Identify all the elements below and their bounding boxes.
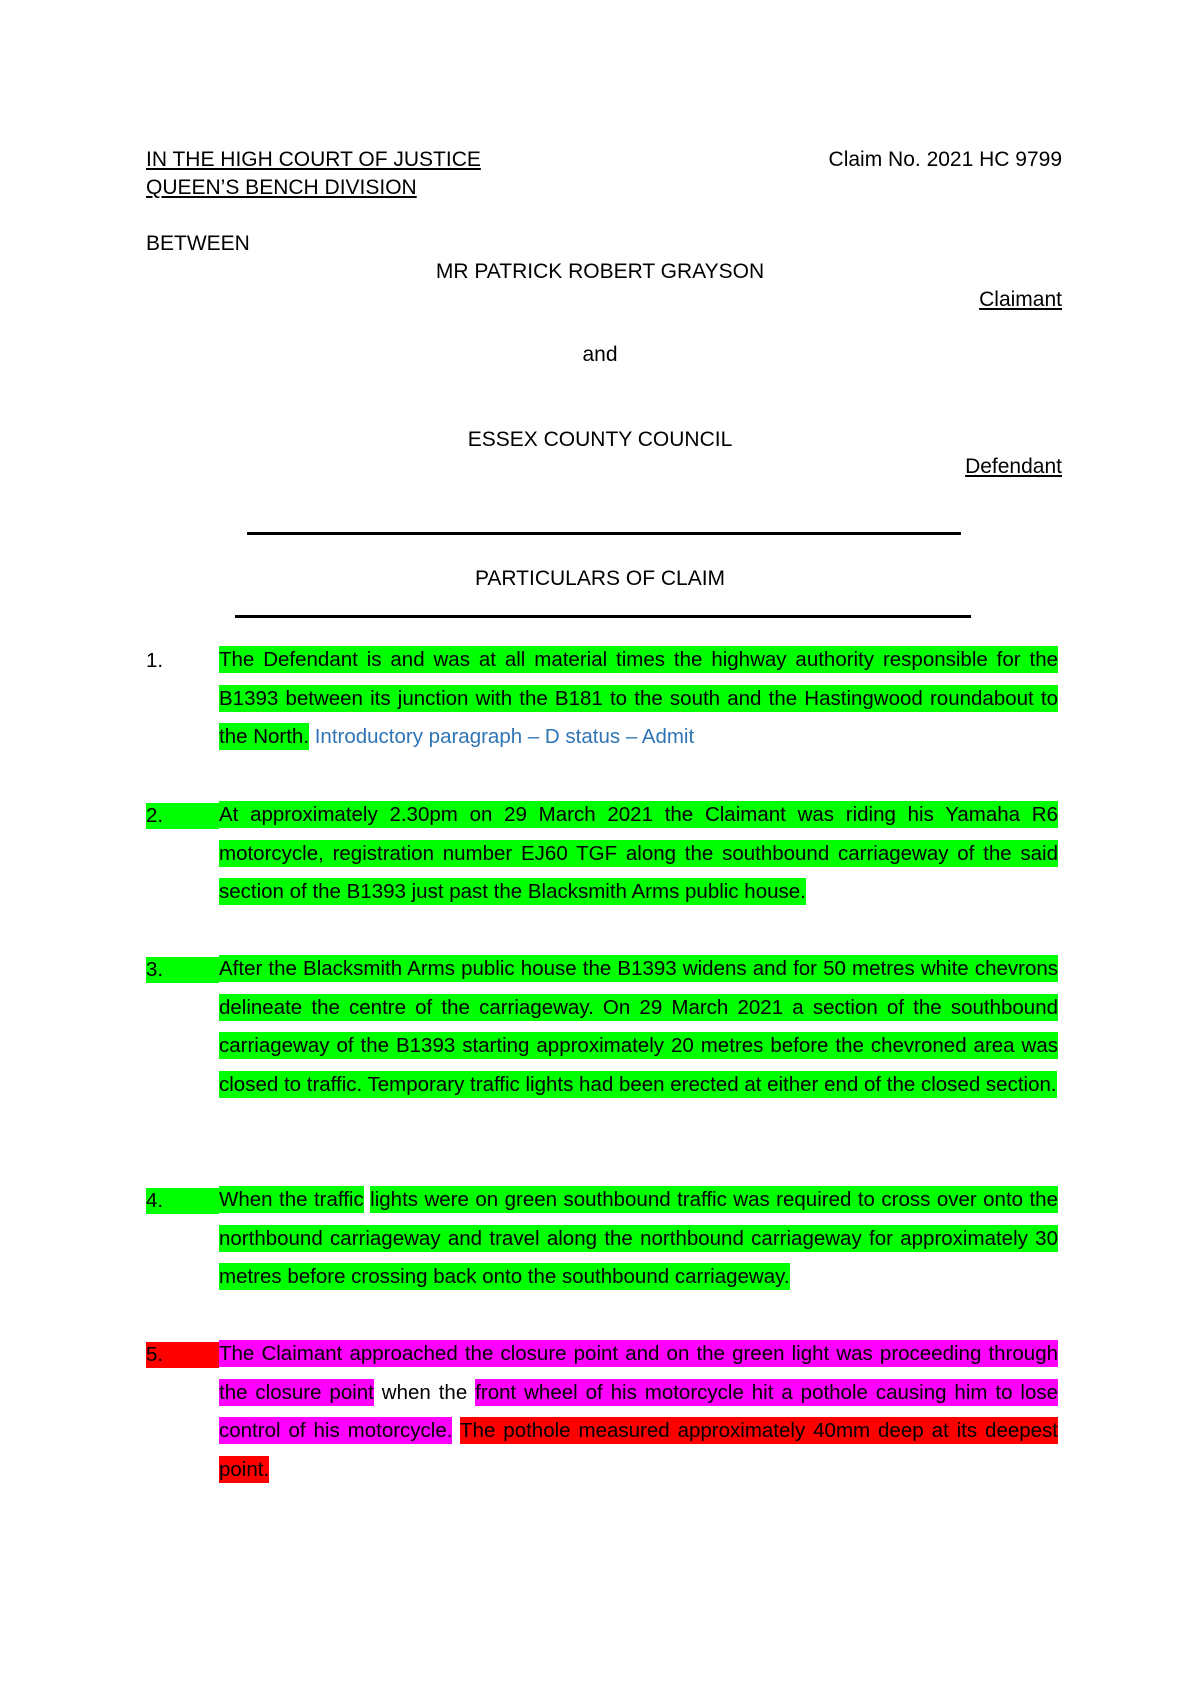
top-rule xyxy=(247,532,961,535)
claimant-role: Claimant xyxy=(979,288,1062,311)
defendant-role: Defendant xyxy=(965,455,1062,478)
bottom-rule xyxy=(235,615,971,618)
paragraph-text: The Claimant approached the closure point and on the green light was proceeding through the closure point when the front wheel of his motorcycle hit a pothole causing him to lose control of his motorcycle. The pothole measured approximately 40mm deep at its deepest point. xyxy=(219,1342,1058,1481)
defendant-name: ESSEX COUNTY COUNCIL xyxy=(467,428,733,451)
paragraph-text: The Defendant is and was at all material times the highway authority responsible for the B1393 between its junction with the B181 to the south and the Hastingwood roundabout to the North. Introductory paragraph – D status – Admit xyxy=(219,648,1058,748)
paragraph-number: 3. xyxy=(146,957,219,983)
paragraph-text: When the traffic lights were on green southbound traffic was required to cross over onto the northbound carriageway and travel along the northbound carriageway for approximately 30 metres before crossing back onto the southbound carriageway. xyxy=(219,1188,1058,1288)
and-label: and xyxy=(582,343,618,366)
paragraph-text: At approximately 2.30pm on 29 March 2021 the Claimant was riding his Yamaha R6 motorcycle, registration number EJ60 TGF along the southbound carriageway of the said section of the B1393 just past the Blacksmith Arms public house. xyxy=(219,803,1058,903)
paragraph-number: 4. xyxy=(146,1188,219,1214)
claimant-name: MR PATRICK ROBERT GRAYSON xyxy=(435,260,765,283)
paragraph-number: 5. xyxy=(146,1342,219,1368)
margin-note: Introductory paragraph – D status – Admit xyxy=(314,725,695,748)
paragraph-number: 2. xyxy=(146,803,219,829)
court-division-line: QUEEN’S BENCH DIVISION xyxy=(146,176,417,199)
paragraph-text: After the Blacksmith Arms public house the B1393 widens and for 50 metres white chevrons delineate the centre of the carriageway. On 29 March 2021 a section of the southbound carriageway of the B1393 starting approximately 20 metres before the chevroned area was closed to traffic. Temporary traffic lights had been erected at either end of the closed section. xyxy=(219,957,1058,1096)
paragraph-number: 1. xyxy=(146,649,164,672)
claim-number: Claim No. 2021 HC 9799 xyxy=(828,148,1062,171)
between-label: BETWEEN xyxy=(146,232,250,255)
document-title: PARTICULARS OF CLAIM xyxy=(474,567,726,590)
court-name-line1: IN THE HIGH COURT OF JUSTICE xyxy=(146,148,481,171)
